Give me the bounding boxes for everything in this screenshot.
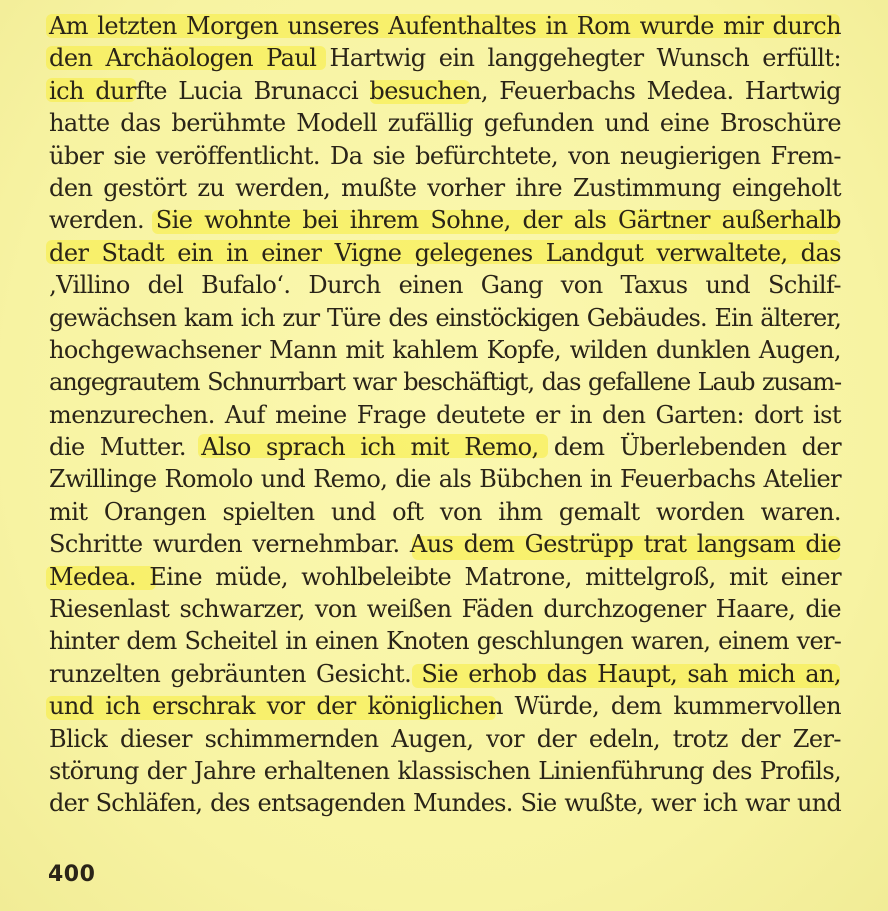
text-line: über sie veröffentlicht. Da sie befürchtete, von neugierigen Frem-	[49, 141, 841, 170]
text-line: hatte das berühmte Modell zufällig gefunden und eine Broschüre	[49, 109, 841, 138]
text-line: und ich erschrak vor der königlichen Würde, dem kummervollen	[49, 692, 841, 721]
text-line: Zwillinge Romolo und Remo, die als Bübchen in Feuerbachs Atelier	[49, 465, 841, 494]
text-line: mit Orangen spielten und oft von ihm gemalt worden waren.	[49, 497, 841, 526]
text-line: ich durfte Lucia Brunacci besuchen, Feuerbachs Medea. Hartwig	[49, 76, 841, 105]
text-line: Am letzten Morgen unseres Aufenthaltes in Rom wurde mir durch	[49, 12, 841, 40]
text-line: der Stadt ein in einer Vigne gelegenes Landgut verwaltete, das	[49, 238, 841, 267]
text-line: den Archäologen Paul Hartwig ein langgehegter Wunsch erfüllt:	[49, 44, 841, 73]
text-line: werden. Sie wohnte bei ihrem Sohne, der als Gärtner außerhalb	[49, 206, 841, 235]
text-line: Medea. Eine müde, wohlbeleibte Matrone, mittelgroß, mit einer	[49, 562, 841, 591]
text-line: menzurechen. Auf meine Frage deutete er in den Garten: dort ist	[49, 400, 841, 429]
text-line: angegrautem Schnurrbart war beschäftigt, das gefallene Laub zusam-	[49, 368, 841, 397]
text-line: Schritte wurden vernehmbar. Aus dem Gestrüpp trat langsam die	[49, 530, 841, 559]
text-line: störung der Jahre erhaltenen klassischen Linienführung des Profils,	[49, 756, 841, 785]
text-line: den gestört zu werden, mußte vorher ihre Zustimmung eingeholt	[49, 173, 841, 202]
page-number: 400	[48, 862, 96, 887]
text-line: Blick dieser schimmernden Augen, vor der edeln, trotz der Zer-	[49, 724, 841, 753]
text-line: Riesenlast schwarzer, von weißen Fäden durchzogener Haare, die	[49, 595, 841, 624]
text-line: runzelten gebräunten Gesicht. Sie erhob das Haupt, sah mich an,	[49, 659, 841, 688]
text-line: hochgewachsener Mann mit kahlem Kopfe, wilden dunklen Augen,	[49, 335, 841, 364]
body-text	[49, 10, 841, 820]
text-line: die Mutter. Also sprach ich mit Remo, dem Überlebenden der	[49, 433, 841, 462]
text-line: ‚Villino del Bufalo‘. Durch einen Gang von Taxus und Schilf-	[49, 271, 841, 300]
text-line: hinter dem Scheitel in einen Knoten geschlungen waren, einem ver-	[49, 627, 842, 656]
text-line: der Schläfen, des entsagenden Mundes. Sie wußte, wer ich war und	[49, 789, 841, 818]
text-line: gewächsen kam ich zur Türe des einstöckigen Gebäudes. Ein älterer,	[49, 303, 841, 332]
